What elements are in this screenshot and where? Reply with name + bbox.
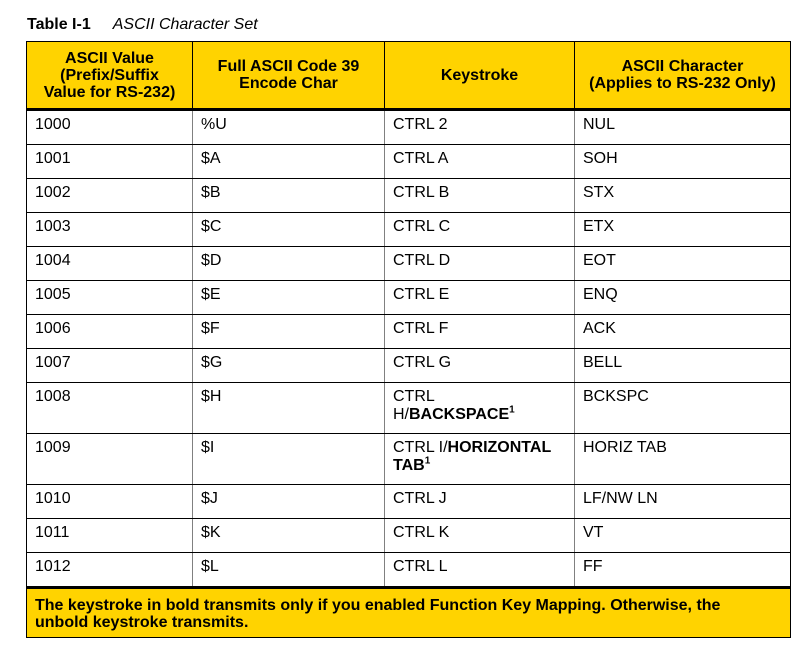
cell-keystroke: CTRL D bbox=[385, 247, 575, 281]
cell-keystroke: CTRL E bbox=[385, 281, 575, 315]
table-row bbox=[27, 179, 791, 213]
cell-code39: $G bbox=[193, 349, 385, 383]
cell-ascii-value: 1004 bbox=[27, 247, 193, 281]
cell-keystroke: CTRL 2 bbox=[385, 110, 575, 145]
header-keystroke: Keystroke bbox=[385, 42, 575, 110]
table-number: Table I-1 bbox=[27, 16, 91, 33]
cell-ascii-value: 1011 bbox=[27, 519, 193, 553]
cell-code39: $D bbox=[193, 247, 385, 281]
cell-ascii-char: ETX bbox=[575, 213, 791, 247]
cell-keystroke: CTRL G bbox=[385, 349, 575, 383]
cell-ascii-char: ACK bbox=[575, 315, 791, 349]
table-footnote: The keystroke in bold transmits only if you enabled Function Key Mapping. Otherwise, the unbold keystroke transmits. bbox=[27, 588, 791, 638]
header-code39-encode-char: Full ASCII Code 39 Encode Char bbox=[193, 42, 385, 110]
table-row bbox=[27, 110, 791, 145]
cell-keystroke: CTRL I/HORIZONTAL TAB$^1$ bbox=[385, 434, 575, 485]
cell-ascii-value: 1012 bbox=[27, 553, 193, 588]
cell-code39: $K bbox=[193, 519, 385, 553]
cell-code39: %U bbox=[193, 110, 385, 145]
cell-ascii-char: SOH bbox=[575, 145, 791, 179]
cell-code39: $I bbox=[193, 434, 385, 485]
footnote-mark: 1 bbox=[509, 404, 515, 416]
cell-ascii-char: BELL bbox=[575, 349, 791, 383]
cell-keystroke: CTRL J bbox=[385, 485, 575, 519]
cell-ascii-char: HORIZ TAB bbox=[575, 434, 791, 485]
cell-ascii-char: STX bbox=[575, 179, 791, 213]
table-row bbox=[27, 434, 791, 485]
cell-ascii-char: FF bbox=[575, 553, 791, 588]
table-row bbox=[27, 145, 791, 179]
cell-ascii-value: 1003 bbox=[27, 213, 193, 247]
cell-code39: $J bbox=[193, 485, 385, 519]
cell-keystroke: CTRL B bbox=[385, 179, 575, 213]
footnote-row bbox=[27, 588, 791, 638]
table-row bbox=[27, 485, 791, 519]
cell-code39: $A bbox=[193, 145, 385, 179]
cell-keystroke: CTRL A bbox=[385, 145, 575, 179]
cell-keystroke: CTRL F bbox=[385, 315, 575, 349]
header-ascii-value: ASCII Value (Prefix/Suffix Value for RS-232) bbox=[27, 42, 193, 110]
cell-ascii-value: 1002 bbox=[27, 179, 193, 213]
cell-keystroke: CTRL H/BACKSPACE$^1$ bbox=[385, 383, 575, 434]
cell-ascii-value: 1009 bbox=[27, 434, 193, 485]
table-row bbox=[27, 213, 791, 247]
table-row bbox=[27, 315, 791, 349]
cell-ascii-char: BCKSPC bbox=[575, 383, 791, 434]
header-row bbox=[27, 42, 791, 110]
footnote-mark: 1 bbox=[424, 455, 431, 467]
table-caption bbox=[27, 15, 258, 35]
table-title: ASCII Character Set bbox=[112, 16, 258, 33]
table-row bbox=[27, 383, 791, 434]
cell-ascii-char: NUL bbox=[575, 110, 791, 145]
cell-code39: $F bbox=[193, 315, 385, 349]
cell-ascii-char: LF/NW LN bbox=[575, 485, 791, 519]
cell-code39: $B bbox=[193, 179, 385, 213]
cell-ascii-value: 1001 bbox=[27, 145, 193, 179]
cell-ascii-value: 1007 bbox=[27, 349, 193, 383]
cell-code39: $C bbox=[193, 213, 385, 247]
cell-ascii-char: EOT bbox=[575, 247, 791, 281]
cell-code39: $E bbox=[193, 281, 385, 315]
table-row bbox=[27, 519, 791, 553]
cell-ascii-value: 1010 bbox=[27, 485, 193, 519]
header-ascii-character: ASCII Character (Applies to RS-232 Only) bbox=[575, 42, 791, 110]
table-row bbox=[27, 553, 791, 588]
table-row bbox=[27, 247, 791, 281]
cell-code39: $L bbox=[193, 553, 385, 588]
cell-ascii-value: 1000 bbox=[27, 110, 193, 145]
cell-ascii-value: 1008 bbox=[27, 383, 193, 434]
cell-keystroke: CTRL C bbox=[385, 213, 575, 247]
cell-code39: $H bbox=[193, 383, 385, 434]
cell-ascii-char: VT bbox=[575, 519, 791, 553]
cell-keystroke: CTRL L bbox=[385, 553, 575, 588]
table-row bbox=[27, 349, 791, 383]
cell-keystroke: CTRL K bbox=[385, 519, 575, 553]
ascii-character-table bbox=[26, 41, 791, 638]
cell-ascii-char: ENQ bbox=[575, 281, 791, 315]
table-row bbox=[27, 281, 791, 315]
cell-ascii-value: 1006 bbox=[27, 315, 193, 349]
cell-ascii-value: 1005 bbox=[27, 281, 193, 315]
